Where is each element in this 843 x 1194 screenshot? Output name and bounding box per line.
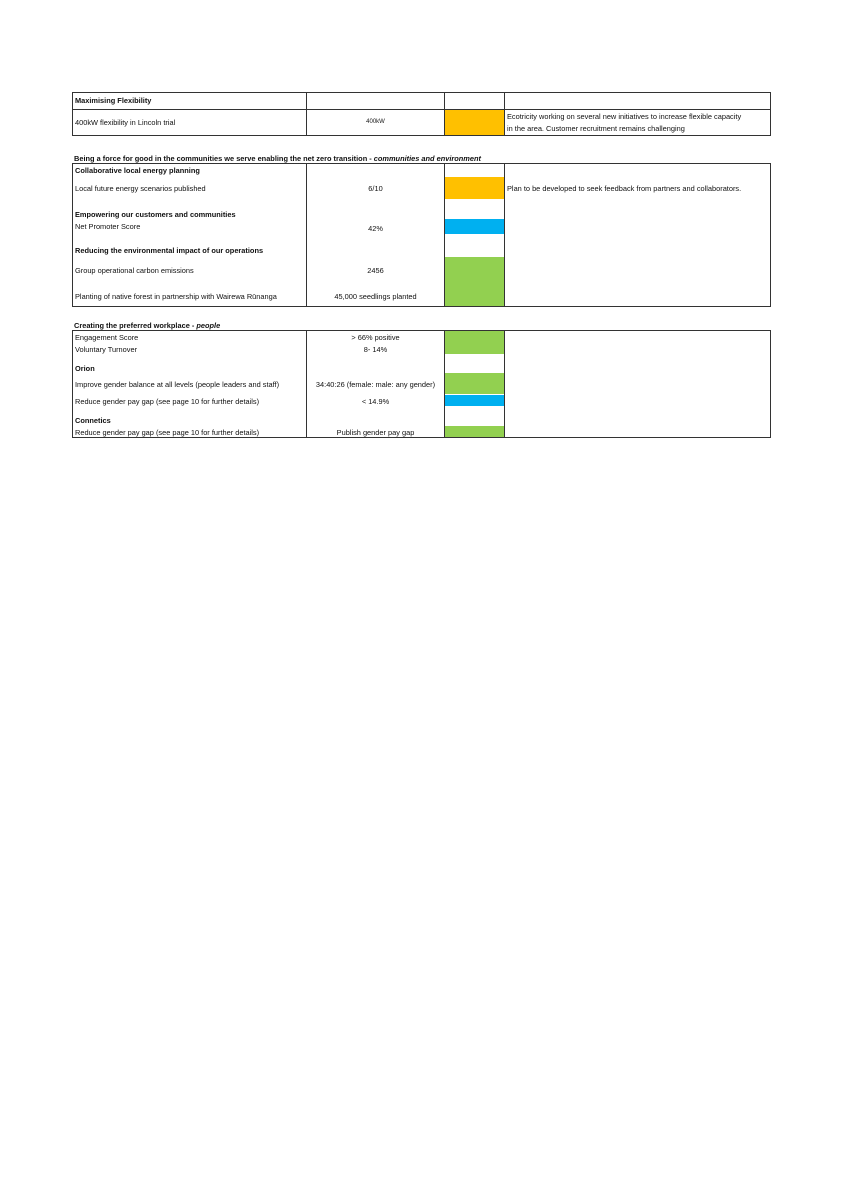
kpi-target: 400kW (366, 119, 385, 125)
kpi-label: Reduce gender pay gap (see page 10 for further details) (75, 397, 260, 406)
kpi-target: 6/10 (368, 184, 383, 193)
kpi-label: Improve gender balance at all levels (people leaders and staff) (75, 380, 280, 389)
kpi-target: < 14.9% (361, 397, 390, 406)
kpi-label: Reduce gender pay gap (see page 10 for further details) (75, 428, 260, 437)
status-indicator-green (445, 373, 504, 394)
kpi-target: 42% (368, 224, 383, 233)
section-title (74, 321, 220, 330)
group-heading: Empowering our customers and communities (75, 210, 236, 219)
group-heading: Collaborative local energy planning (75, 166, 200, 175)
status-indicator-green (445, 257, 504, 306)
kpi-target: 2456 (367, 266, 384, 275)
section-title-main: Being a force for good in the communities we serve enabling the net zero transition - (74, 154, 374, 163)
section-title-italic: people (196, 321, 221, 330)
col-divider (504, 330, 505, 438)
group-heading: Reducing the environmental impact of our operations (75, 246, 264, 255)
kpi-label: Voluntary Turnover (75, 345, 138, 354)
section-title (74, 154, 481, 163)
section-heading: Maximising Flexibility (75, 96, 152, 105)
kpi-target: 34:40:26 (female: male: any gender) (315, 380, 436, 389)
kpi-label: Net Promoter Score (75, 222, 141, 231)
kpi-label: 400kW flexibility in Lincoln trial (75, 118, 176, 127)
kpi-label: Engagement Score (75, 333, 139, 342)
kpi-target: Publish gender pay gap (336, 428, 415, 437)
col-divider (504, 92, 505, 136)
status-indicator-blue (445, 395, 504, 406)
kpi-target: > 66% positive (351, 333, 400, 342)
status-indicator-orange (445, 177, 504, 199)
status-indicator-green (445, 331, 504, 354)
section-title-italic: communities and environment (373, 154, 481, 163)
col-divider (504, 163, 505, 307)
status-indicator-green (445, 426, 504, 437)
section-title-main: Creating the preferred workplace - (74, 321, 197, 330)
group-heading-connetics: Connetics (75, 416, 111, 425)
status-indicator-orange (445, 110, 504, 135)
group-heading-orion: Orion (75, 364, 95, 373)
kpi-comment-line1: Ecotricity working on several new initiatives to increase flexible capacity (507, 112, 742, 121)
status-indicator-blue (445, 219, 504, 234)
kpi-comment: Plan to be developed to seek feedback from partners and collaborators. (507, 184, 742, 193)
kpi-target: 45,000 seedlings planted (334, 292, 417, 301)
kpi-comment-line2: in the area. Customer recruitment remains challenging (507, 124, 685, 133)
kpi-label: Local future energy scenarios published (75, 184, 206, 193)
col-divider (306, 92, 307, 136)
row-divider (72, 109, 771, 110)
kpi-target: 8- 14% (363, 345, 388, 354)
kpi-label: Planting of native forest in partnership with Wairewa Rūnanga (75, 292, 277, 301)
kpi-label: Group operational carbon emissions (75, 266, 194, 275)
